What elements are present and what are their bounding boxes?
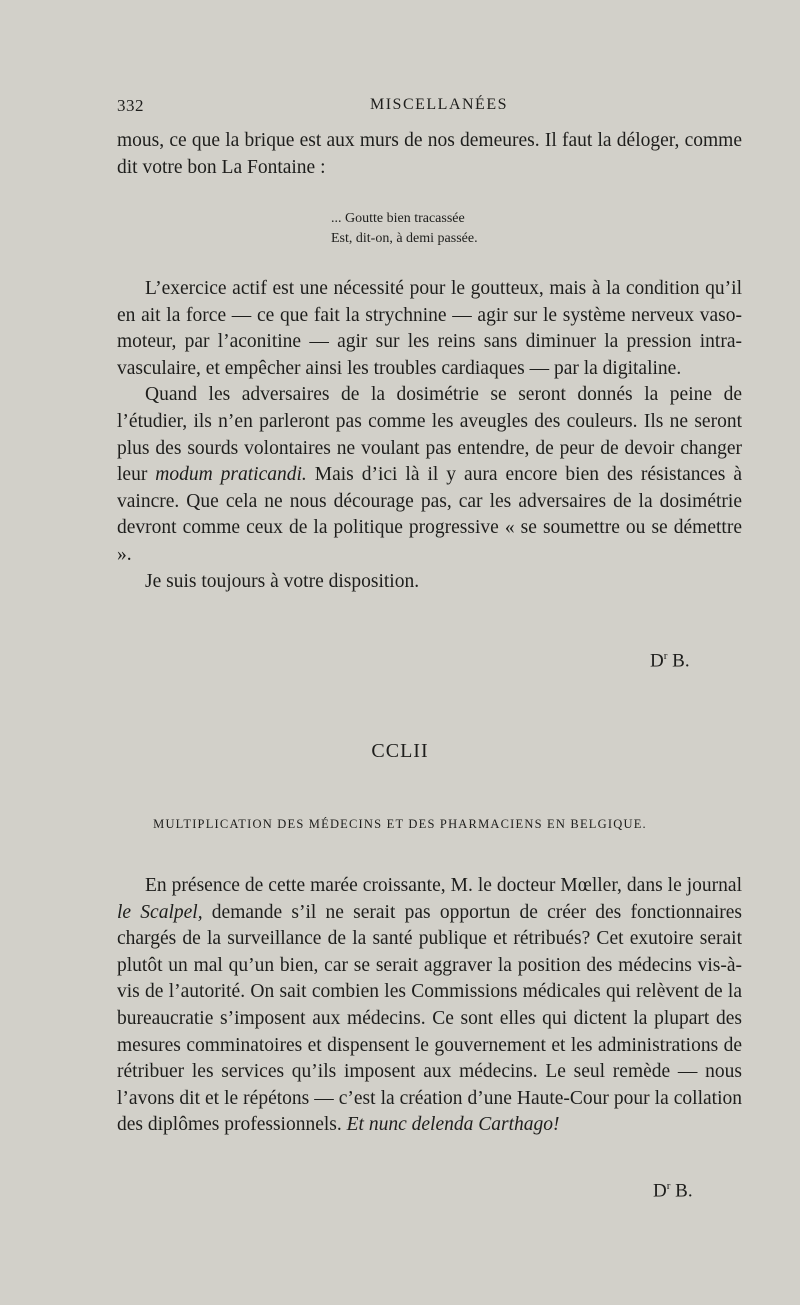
page-number: 332 bbox=[117, 96, 144, 115]
paragraph-adversaries-text-1: Quand les adversaires de la dosimétrie se seront donnés la peine de l’étudier, ils n’en parleront pas comme les aveugles des couleurs. Ils ne seront plus des sourds volontaires ne voulant pas entendre, de peur de devoir changer leur bbox=[117, 384, 742, 486]
section-paragraph-text-2: demande s’il ne serait pas opportun de créer des fonctionnaires chargés de la surveillance de la santé publique et rétribués? Cet exutoire serait plutôt un mal qu’un bien, car se serait aggraver la position des médecins vis-à-vis de l’autorité. On sait combien les Commissions médicales qui relèvent de la bureaucratie s’imposent aux médecins. Ce sont elles qui dictent la plupart des mesures comminatoires et dispensent le gouvernement et les administrations de rétribuer les services qu’ils imposent aux médecins. Le seul remède — nous l’avons dit et le répétons — c’est la création d’une Haute-Cour pour la collation des diplômes professionnels. bbox=[117, 901, 743, 1136]
verse-line-2: Est, dit-on, à demi passée. bbox=[331, 231, 478, 246]
running-head bbox=[117, 96, 742, 120]
main-text-block bbox=[117, 276, 742, 595]
opening-paragraph: mous, ce que la brique est aux murs de nos demeures. Il faut la déloger, comme dit votre bon La Fontaine : bbox=[117, 130, 742, 178]
section-text-block bbox=[117, 873, 742, 1139]
section-paragraph-text-1: En présence de cette marée croissante, M. le docteur Mœller, dans le journal bbox=[145, 875, 742, 896]
signature-1: $D^r$ B. bbox=[650, 650, 690, 672]
paragraph-adversaries-text-2: Mais d’ici là il y aura encore bien des résistances à vaincre. Que cela ne nous décourage pas, car les adversaires de la dosimétrie devront comme ceux de la politique progressive « se soumettre ou se démettre ». bbox=[117, 464, 742, 565]
paragraph-disposition: Je suis toujours à votre disposition. bbox=[145, 570, 420, 592]
paragraph-adversaries bbox=[117, 382, 742, 568]
paragraph-exercise: L’exercice actif est une nécessité pour le goutteux, mais à la condition qu’il en ait la force — ce que fait la strychnine — agir sur le système nerveux vaso-moteur, par l’aconitine — agir sur les reins sans diminuer la pression intra-vasculaire, et empêcher ainsi les troubles cardiaques — par la digitaline. bbox=[117, 278, 742, 379]
section-title: MULTIPLICATION DES MÉDECINS ET DES PHARMACIENS EN BELGIQUE. bbox=[153, 817, 647, 831]
paragraph-adversaries-italic: modum praticandi. bbox=[155, 464, 307, 486]
section-paragraph-italic-1: le Scalpel, bbox=[117, 901, 203, 923]
opening-paragraph-block bbox=[117, 128, 742, 181]
section-paragraph bbox=[117, 873, 742, 1139]
signature-2: $D^r$ B. bbox=[653, 1180, 693, 1202]
section-paragraph-italic-2: Et nunc delenda Carthago! bbox=[346, 1114, 560, 1136]
verse-quote bbox=[331, 209, 478, 249]
verse-line-1: ... Goutte bien tracassée bbox=[331, 211, 465, 226]
running-title: MISCELLANÉES bbox=[370, 96, 508, 113]
section-number: CCLII bbox=[371, 740, 429, 762]
